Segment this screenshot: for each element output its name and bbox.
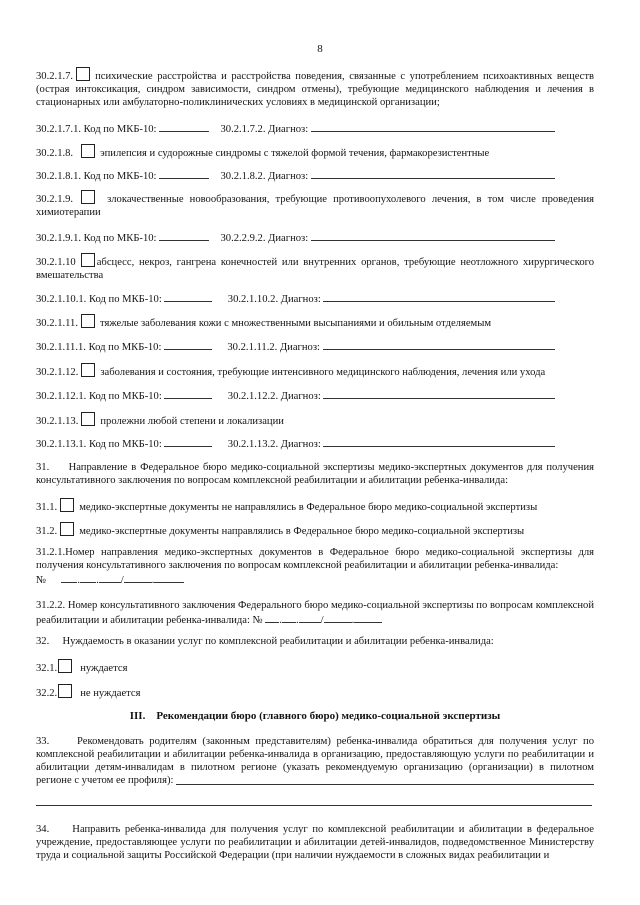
referral-part-1[interactable] (61, 572, 77, 583)
item-text: заболевания и состояния, требующие интенсивного медицинского наблюдения, лечения или ухода (100, 367, 546, 378)
checkbox[interactable] (81, 190, 95, 204)
diagnosis-label: 30.2.1.12.2. Диагноз: (227, 391, 321, 402)
icd-code-label: 30.2.1.7.1. Код по МКБ-10: (36, 124, 157, 135)
diagnosis-field[interactable] (311, 168, 555, 179)
item-number: 30.2.1.11. (36, 318, 78, 329)
checkbox[interactable] (81, 363, 95, 377)
item-number: 31.1. (36, 502, 58, 513)
item-30-2-1-10 (36, 253, 594, 282)
checkbox[interactable] (81, 253, 95, 267)
icd-code-label: 30.2.1.13.1. Код по МКБ-10: (36, 439, 162, 450)
item-number: 30.2.1.10 (36, 257, 76, 268)
icd-code-label: 30.2.1.10.1. Код по МКБ-10: (36, 294, 162, 305)
referral-part-2[interactable] (80, 572, 96, 583)
item-text: тяжелые заболевания кожи с множественными высыпаниями и обильным отделяемым (99, 318, 492, 329)
icd-code-label: 30.2.1.12.1. Код по МКБ-10: (36, 391, 162, 402)
conclusion-part-3[interactable] (299, 612, 321, 623)
item-30-2-1-11 (36, 314, 491, 330)
item-text: психические расстройства и расстройства поведения, связанные с употреблением психоактивных веществ (острая интоксикация, синдром зависимости, синдром отмены), требующие медицинского наблюдения и лечения в стационарных или амбулаторно-поликлинических условиях в медицинской организации; (36, 71, 594, 108)
diagnosis-label: 30.2.1.11.2. Диагноз: (227, 342, 320, 353)
paragraph-31-2-1 (36, 546, 594, 572)
item-text: не нуждается (80, 688, 141, 699)
code-row-30-2-1-8 (36, 168, 555, 183)
section-heading: III. Рекомендации бюро (главного бюро) медико-социальной экспертизы (129, 710, 501, 722)
item-text: нуждается (80, 663, 128, 674)
paragraph-32: 32. Нуждаемость в оказании услуг по комплексной реабилитации и абилитации ребенка-инвалида: (36, 636, 494, 647)
diagnosis-field[interactable] (323, 339, 555, 350)
paragraph-text: 31.2.2. Номер консультативного заключения Федерального бюро медико-социальной экспертизы по вопросам комплексной реабилитации и абилитации ребенка-инвалида: № (36, 600, 594, 626)
icd-code-label: 30.2.1.9.1. Код по МКБ-10: (36, 233, 157, 244)
paragraph-33 (36, 735, 594, 787)
conclusion-part-2[interactable] (282, 612, 296, 623)
checkbox[interactable] (58, 659, 72, 673)
item-30-2-1-7 (36, 67, 594, 109)
referral-part-5[interactable] (154, 572, 184, 583)
diagnosis-field[interactable] (323, 388, 555, 399)
paragraph-31: 31. Направление в Федеральное бюро медико-социальной экспертизы медико-экспертных документов для получения консультативного заключения по вопросам комплексной реабилитации и абилитации ребенка-инвалида: (36, 462, 594, 486)
diagnosis-field[interactable] (311, 230, 555, 241)
conclusion-part-4[interactable] (324, 612, 352, 623)
diagnosis-field[interactable] (323, 291, 555, 302)
diagnosis-label: 30.2.2.9.2. Диагноз: (220, 233, 309, 244)
item-30-2-1-13 (36, 412, 284, 428)
item-30-2-1-12 (36, 363, 545, 379)
paragraph-31-2-2: 31.2.2. Номер консультативного заключения Федерального бюро медико-социальной экспертизы по вопросам комплексной реабилитации и абилитации ребенка-инвалида: № . . / . (36, 600, 594, 626)
code-row-30-2-1-10 (36, 291, 555, 306)
icd-code-label: 30.2.1.8.1. Код по МКБ-10: (36, 171, 157, 182)
paragraph-text: 31.2.1.Номер направления медико-экспертных документов в Федеральное бюро медико-социальной экспертизы для получения консультативного заключения по вопросам комплексной реабилитации и абилитации ребенка-инвалида: (36, 547, 594, 571)
icd-code-field[interactable] (159, 230, 209, 241)
item-number: 30.2.1.7. (36, 71, 74, 82)
paragraph-34: 34. Направить ребенка-инвалида для получения услуг по комплексной реабилитации и абилитации в федеральное учреждение, предоставляющее услуги по реабилитации и абилитации детей-инвалидов, подведомственное Министерству труда и социальной защиты Российской Федерации (при наличии нуждаемости в сложных видах реабилитации и (36, 824, 594, 861)
icd-code-field[interactable] (159, 121, 209, 132)
icd-code-field[interactable] (164, 291, 212, 302)
item-number: 32.2. (36, 688, 58, 699)
code-row-30-2-1-12 (36, 388, 555, 403)
referral-part-3[interactable] (99, 572, 121, 583)
item-text: злокачественные новообразования, требующие противоопухолевого лечения, в том числе проведения химиотерапии (36, 194, 594, 218)
checkbox[interactable] (76, 67, 90, 81)
conclusion-part-1[interactable] (265, 612, 279, 623)
item-31-2 (36, 522, 524, 538)
icd-code-field[interactable] (164, 388, 212, 399)
checkbox[interactable] (81, 144, 95, 158)
diagnosis-label: 30.2.1.8.2. Диагноз: (220, 171, 309, 182)
diagnosis-label: 30.2.1.10.2. Диагноз: (227, 294, 321, 305)
referral-number-row: № . . / . (36, 572, 184, 587)
diagnosis-label: 30.2.1.7.2. Диагноз: (220, 124, 309, 135)
code-row-30-2-1-13 (36, 436, 555, 451)
number-sign: № (36, 575, 47, 586)
code-row-30-2-1-11 (36, 339, 555, 354)
diagnosis-label: 30.2.1.13.2. Диагноз: (227, 439, 321, 450)
item-30-2-1-9 (36, 190, 594, 219)
item-30-2-1-8 (36, 144, 489, 160)
item-number: 30.2.1.9. (36, 194, 74, 205)
item-number: 31.2. (36, 526, 58, 537)
item-text: эпилепсия и судорожные синдромы с тяжелой формой течения, фармакорезистентные (100, 148, 490, 159)
icd-code-field[interactable] (164, 339, 212, 350)
item-text: абсцесс, некроз, гангрена конечностей или внутренних органов, требующие неотложного хирургического вмешательства (36, 257, 594, 281)
icd-code-field[interactable] (159, 168, 209, 179)
diagnosis-field[interactable] (323, 436, 555, 447)
icd-code-label: 30.2.1.11.1. Код по МКБ-10: (36, 342, 162, 353)
item-32-2 (36, 684, 140, 700)
code-row-30-2-1-7 (36, 121, 555, 136)
checkbox[interactable] (81, 314, 95, 328)
item-32-1 (36, 659, 127, 675)
item-number: 32.1. (36, 663, 58, 674)
item-number: 30.2.1.8. (36, 148, 74, 159)
item-31-1 (36, 498, 537, 514)
checkbox[interactable] (60, 522, 74, 536)
item-text: пролежни любой степени и локализации (100, 416, 284, 427)
paragraph-text: 33. Рекомендовать родителям (законным представителям) ребенка-инвалида обратиться для получения услуг по комплексной реабилитации и абилитации ребенка-инвалида в организацию, предоставляющую услуги по реабилитации и абилитации детям-инвалидам в пилотном регионе (указать рекомендуемую организацию (организации) в пилотном регионе с учетом ее профиля): (36, 736, 594, 786)
checkbox[interactable] (58, 684, 72, 698)
conclusion-part-5[interactable] (354, 612, 382, 623)
organization-field-line-1[interactable] (176, 784, 594, 785)
checkbox[interactable] (60, 498, 74, 512)
item-text: медико-экспертные документы направлялись в Федеральное бюро медико-социальной экспертизы (79, 526, 525, 537)
checkbox[interactable] (81, 412, 95, 426)
icd-code-field[interactable] (164, 436, 212, 447)
code-row-30-2-1-9 (36, 230, 555, 245)
referral-part-4[interactable] (124, 572, 152, 583)
item-number: 30.2.1.12. (36, 367, 79, 378)
organization-field-line-2[interactable] (36, 805, 592, 806)
item-number: 30.2.1.13. (36, 416, 79, 427)
diagnosis-field[interactable] (311, 121, 555, 132)
item-text: медико-экспертные документы не направлялись в Федеральное бюро медико-социальной экспертизы (79, 502, 538, 513)
page-number: 8 (317, 43, 323, 55)
